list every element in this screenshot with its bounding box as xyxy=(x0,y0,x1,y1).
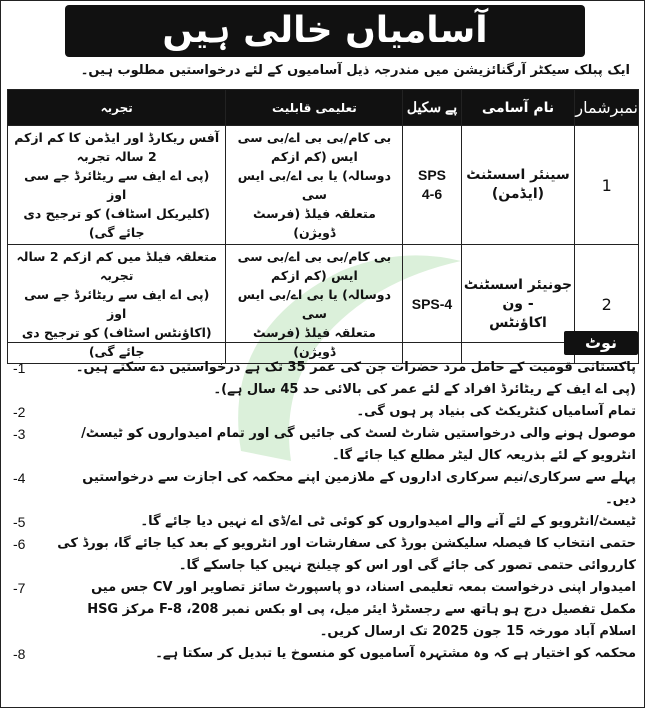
list-item xyxy=(9,511,636,533)
cell-experience xyxy=(8,245,226,364)
qualification-line: متعلقہ فیلڈ (فرسٹ ڈویژن) xyxy=(252,206,376,240)
qualification-line: بی کام/بی بی اے/بی سی ایس (کم ازکم xyxy=(237,249,392,283)
list-item xyxy=(9,357,636,401)
list-item xyxy=(9,577,636,643)
note-text: حتمی انتخاب کا فیصلہ سلیکشن بورڈ کی سفارشات اور انٹرویو کے بعد کیا جائے گا، بورڈ کی کارروائی حتمی تصور کی جائے گی اور اس کو چیلنج نہیں کیا جاسکے گا۔ xyxy=(57,536,636,573)
experience-line: (پی اے ایف سے ریٹائرڈ جے سی اوز xyxy=(24,168,210,202)
table-row xyxy=(8,245,639,364)
qualification-line: بی کام/بی بی اے/بی سی ایس (کم ازکم xyxy=(237,130,392,164)
scale-line: 4-6 xyxy=(421,186,443,202)
note-text: پاکستانی قومیت کے حامل مرد حضرات جن کی عمر 35 تک ہے درخواستیں دے سکتے ہیں۔ (پی اے ایف کے ریٹائرڈ افراد کے لئے عمر کی بالائی حد 45 سال ہے)۔ xyxy=(75,360,636,397)
list-item xyxy=(9,643,636,665)
notes-divider xyxy=(7,342,564,343)
note-text: پہلے سے سرکاری/نیم سرکاری اداروں کے ملازمین اپنے محکمہ کی اجازت سے درخواستیں دیں۔ xyxy=(82,470,636,507)
post-title: سینئر اسسٹنٹ xyxy=(466,167,570,183)
notes-list xyxy=(9,357,636,665)
cell-scale xyxy=(403,245,461,364)
header-scale: پے سکیل xyxy=(403,90,461,126)
qualification-line: دوسالہ) یا بی اے/بی ایس سی xyxy=(237,287,391,321)
header-qualification: تعلیمی قابلیت xyxy=(226,90,403,126)
cell-post xyxy=(461,126,575,245)
note-number: -4 xyxy=(13,470,26,486)
note-number: -8 xyxy=(13,646,26,662)
scale-line: SPS xyxy=(417,167,446,183)
note-text: ٹیسٹ/انٹرویو کے لئے آنے والے امیدواروں کو کوئی ٹی اے/ڈی اے نہیں دیا جائے گا۔ xyxy=(140,514,636,529)
cell-sno: 2 xyxy=(575,245,639,364)
header-experience: تجربہ xyxy=(8,90,226,126)
experience-line: آفس ریکارڈ اور ایڈمن کا کم ازکم 2 سالہ تجربہ xyxy=(14,130,220,164)
note-text: تمام آسامیاں کنٹریکٹ کی بنیاد پر ہوں گی۔ xyxy=(356,404,636,419)
note-number: -2 xyxy=(13,404,26,420)
note-number: -7 xyxy=(13,580,26,596)
cell-experience xyxy=(8,126,226,245)
cell-qualification xyxy=(226,126,403,245)
note-number: -5 xyxy=(13,514,26,530)
post-title: جونیئر اسسٹنٹ - ون xyxy=(463,276,573,312)
intro-text: ایک پبلک سیکٹر آرگنائزیشن میں مندرجہ ذیل آسامیوں کے لئے درخواستیں مطلوب ہیں۔ xyxy=(80,63,630,78)
list-item xyxy=(9,401,636,423)
scale-line: SPS-4 xyxy=(411,295,453,312)
cell-qualification xyxy=(226,245,403,364)
post-subtitle: اکاؤنٹس xyxy=(489,314,547,331)
cell-scale xyxy=(403,126,461,245)
vacancies-banner: آسامیاں خالی ہیں xyxy=(65,5,585,57)
table-header-row xyxy=(8,90,639,126)
note-number: -1 xyxy=(13,360,26,376)
cell-post xyxy=(461,245,575,364)
note-text: امیدوار اپنی درخواست بمعہ تعلیمی اسناد، دو پاسپورٹ سائز تصاویر اور CV جس میں مکمل تفصیل درج ہو ہاتھ سے رجسٹرڈ ایئر میل، پی او بکس نمبر 208، F-8 مرکز HSG اسلام آباد مورخہ 15 جون 2025 تک ارسال کریں۔ xyxy=(87,580,636,639)
list-item xyxy=(9,467,636,511)
note-text: محکمہ کو اختیار ہے کہ وہ مشتہرہ آسامیوں کو منسوخ یا تبدیل کر سکتا ہے۔ xyxy=(155,646,636,661)
header-sno: نمبرشمار xyxy=(575,90,639,126)
qualification-line: دوسالہ) یا بی اے/بی ایس سی xyxy=(237,168,391,202)
qualification-line: متعلقہ فیلڈ (فرسٹ ڈویژن) xyxy=(252,325,376,359)
header-post: نام آسامی xyxy=(461,90,575,126)
experience-line: (کلیریکل اسٹاف) کو ترجیح دی جائے گی) xyxy=(23,206,211,240)
note-number: -6 xyxy=(13,536,26,552)
note-text: موصول ہونے والی درخواستیں شارٹ لسٹ کی جائیں گی اور تمام امیدواروں کو ٹیسٹ/انٹرویو کے لئے بذریعہ کال لیٹر مطلع کیا جائے گا۔ xyxy=(81,426,636,463)
list-item xyxy=(9,533,636,577)
note-number: -3 xyxy=(13,426,26,442)
experience-line: (اکاؤنٹس اسٹاف) کو ترجیح دی جائے گی) xyxy=(21,325,212,359)
notes-title: نوٹ xyxy=(564,331,638,355)
cell-sno: 1 xyxy=(575,126,639,245)
experience-line: متعلقہ فیلڈ میں کم ازکم 2 سالہ تجربہ xyxy=(16,249,217,283)
list-item xyxy=(9,423,636,467)
vacancies-table xyxy=(7,89,639,364)
experience-line: (پی اے ایف سے ریٹائرڈ جے سی اوز xyxy=(24,287,210,321)
table-row xyxy=(8,126,639,245)
post-subtitle: (ایڈمن) xyxy=(491,186,545,202)
